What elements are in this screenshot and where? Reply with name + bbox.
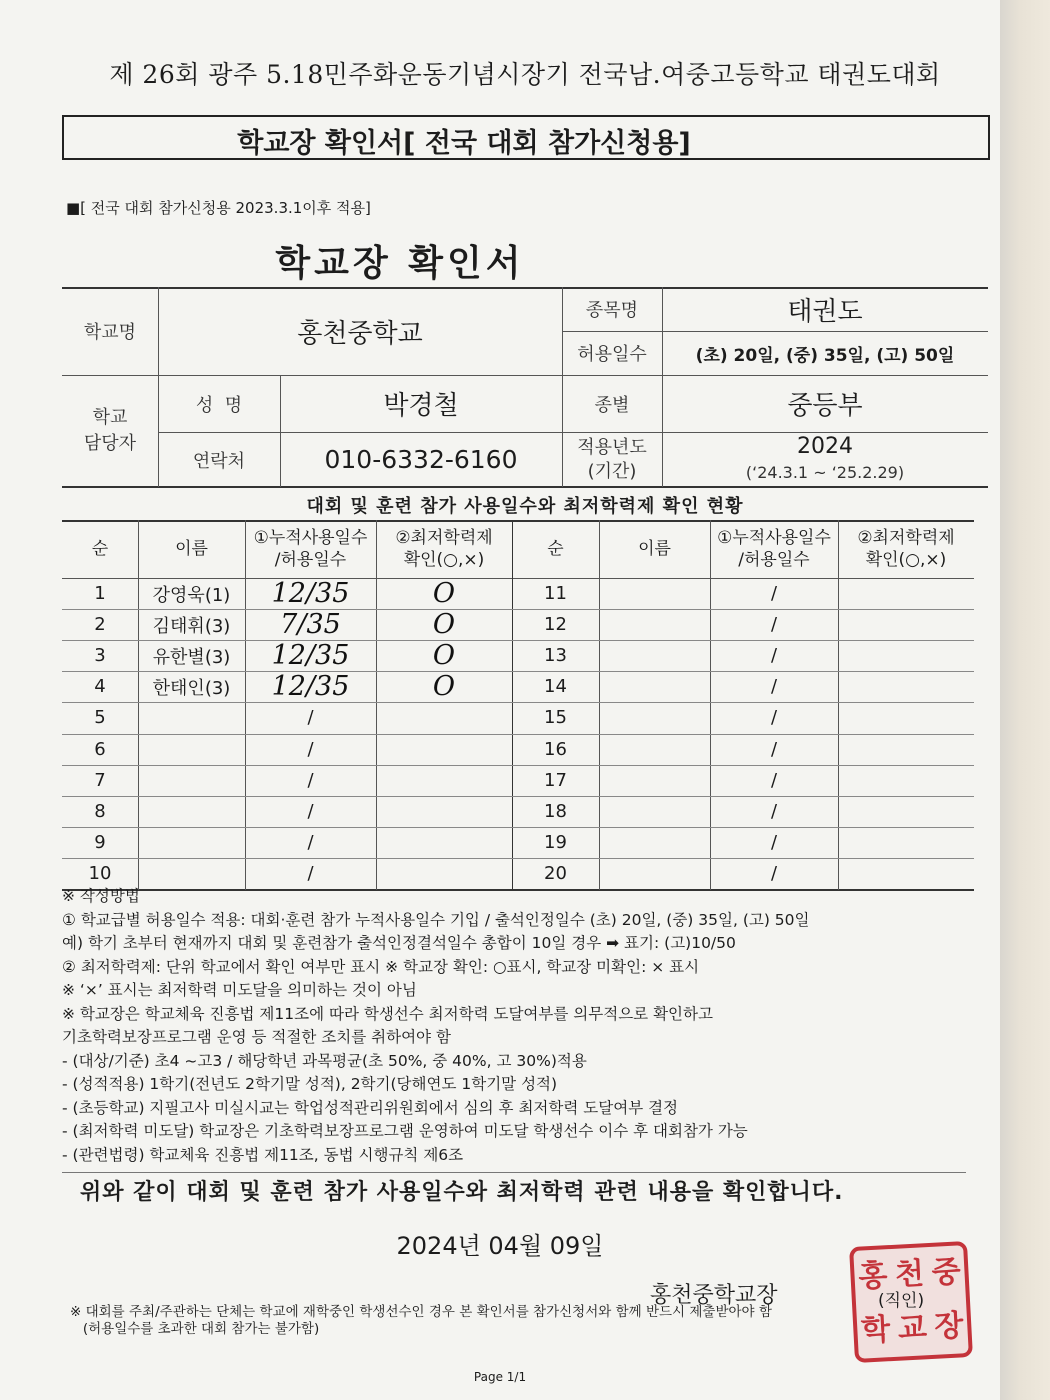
instruction-line: 기초학력보장프로그램 운영 등 적절한 조치를 취하여야 함: [62, 1028, 451, 1046]
page-number: Page 1/1: [473, 1370, 527, 1384]
student-name: [599, 765, 710, 796]
usage-days: /: [307, 707, 314, 729]
allowed-days-value: (초) 20일, (중) 35일, (고) 50일: [695, 345, 955, 366]
min-academic-check: [838, 609, 974, 640]
usage-days: /: [770, 645, 778, 667]
seal-char: 홍: [857, 1258, 889, 1295]
student-name: [138, 796, 245, 827]
instruction-line: - (대상/기준) 초4 ~고3 / 해당학년 과목평균(초 50%, 중 40%, 고 30%)적용: [62, 1051, 587, 1070]
row-number: 6: [94, 738, 106, 760]
row-number: 2: [94, 614, 106, 636]
instruction-line: - (관련법령) 학교체육 진흥법 제11조, 동법 시행규칙 제6조: [62, 1145, 464, 1164]
min-academic-check: [838, 578, 974, 609]
min-academic-check: O: [432, 671, 456, 703]
header-no-left: 순: [91, 539, 109, 559]
contact-value: 010-6332-6160: [324, 445, 518, 474]
student-name: [599, 734, 710, 765]
usage-days: /: [307, 800, 314, 822]
row-number: 4: [94, 676, 106, 698]
seal-char: 중: [930, 1254, 962, 1291]
min-academic-check: O: [432, 640, 456, 672]
min-academic-check: [838, 765, 974, 796]
min-academic-check: [376, 734, 512, 765]
school-label: 학교명: [83, 322, 137, 343]
min-academic-check: [838, 640, 974, 671]
footer-line: ※ 대회를 주최/주관하는 단체는 학교에 재학중인 학생선수인 경우 본 확인서를 참가신청서와 함께 반드시 제출받아야 함: [70, 1304, 772, 1320]
manager-name: 박경철: [383, 391, 459, 421]
usage-days: 12/35: [271, 671, 350, 703]
year-label: 적용년도 (기간): [577, 436, 647, 482]
header-min-right: ②최저학력제 확인(○,×): [857, 528, 955, 570]
min-academic-check: [376, 702, 512, 733]
row-number: 15: [544, 707, 567, 729]
instruction-line: ※ ‘×’ 표시는 최저학력 미도달을 의미하는 것이 아님: [62, 981, 417, 999]
row-number: 7: [94, 769, 106, 791]
row-number: 13: [544, 645, 567, 667]
principal-signature: 홍천중학교장: [650, 1283, 778, 1308]
document-date: 2024년 04월 09일: [396, 1232, 604, 1260]
footer-line: (허용일수를 초과한 대회 참가는 불가함): [70, 1321, 320, 1337]
header-name-right: 이름: [638, 539, 671, 559]
row-number: 9: [94, 831, 106, 853]
sport-value: 태권도: [787, 296, 863, 327]
student-name: [599, 702, 710, 733]
student-name: 유한별(3): [152, 646, 231, 668]
min-academic-check: [376, 796, 512, 827]
row-number: 20: [544, 862, 567, 884]
min-academic-check: [376, 827, 512, 858]
usage-days: /: [770, 769, 778, 791]
header-days-right: ①누적사용일수 /허용일수: [717, 528, 831, 570]
student-name: [138, 702, 245, 733]
row-number: 8: [94, 800, 106, 822]
student-name: 한태인(3): [152, 677, 231, 699]
manager-label: 학교 담당자: [83, 407, 137, 454]
usage-days: /: [307, 769, 314, 791]
main-title: 학교장 확인서: [275, 243, 525, 284]
instructions: [62, 885, 982, 1167]
instruction-line: ② 최저학력제: 단위 학교에서 확인 여부만 표시 ※ 학교장 확인: ○표시, 학교장 미확인: × 표시: [62, 957, 700, 976]
usage-days: /: [770, 583, 778, 605]
usage-days: /: [770, 614, 778, 636]
sport-label: 종목명: [585, 300, 639, 321]
usage-days: /: [770, 800, 778, 822]
row-number: 16: [544, 738, 567, 760]
header-no-right: 순: [547, 539, 564, 559]
usage-days: 12/35: [271, 578, 350, 610]
header-min-left: ②최저학력제 확인(○,×): [395, 528, 493, 570]
student-name: [138, 765, 245, 796]
instruction-line: - (최저학력 미도달) 학교장은 기초학력보장프로그램 운영하여 미도달 학생선수 이수 후 대회참가 가능: [62, 1122, 748, 1140]
min-academic-check: [376, 765, 512, 796]
usage-days: /: [770, 862, 778, 884]
section-title: 대회 및 훈련 참가 사용일수와 최저학력제 확인 현황: [306, 496, 744, 517]
student-name: [599, 578, 710, 609]
period-value: (‘24.3.1 ~ ‘25.2.29): [745, 463, 905, 482]
usage-days: 12/35: [271, 640, 350, 672]
seal-char: 교: [896, 1310, 928, 1347]
event-title: 제 26회 광주 5.18민주화운동기념시장기 전국남.여중고등학교 태권도대회: [109, 60, 941, 89]
instruction-line: - (초등학교) 지필고사 미실시교는 학업성적관리위원회에서 심의 후 최저학력 도달여부 결정: [62, 1098, 679, 1117]
usage-days: /: [770, 707, 778, 729]
student-name: [599, 640, 710, 671]
instruction-line: 예) 학기 초부터 현재까지 대회 및 훈련참가 출석인정결석일수 총합이 10일 경우 ➡ 표기: (고)10/50: [62, 934, 736, 952]
student-name: 김태휘(3): [152, 615, 231, 637]
student-name: 강영욱(1): [152, 584, 231, 606]
row-number: 14: [544, 676, 567, 698]
usage-table: [62, 520, 974, 890]
allowed-days-label: 허용일수: [577, 344, 647, 365]
info-table: [62, 287, 988, 487]
divider: [62, 1172, 966, 1173]
school-value: 홍천중학교: [297, 318, 423, 349]
row-number: 10: [88, 862, 112, 884]
row-number: 18: [544, 800, 567, 822]
usage-days: /: [307, 862, 314, 884]
student-name: [599, 827, 710, 858]
usage-days: /: [307, 831, 314, 853]
row-number: 19: [544, 831, 567, 853]
row-number: 11: [544, 583, 567, 605]
division-label: 종별: [594, 394, 630, 416]
instruction-line: ※ 작성방법: [62, 887, 140, 905]
min-academic-check: [838, 796, 974, 827]
row-number: 1: [94, 583, 106, 605]
year-value: 2024: [797, 434, 853, 459]
usage-days: /: [770, 676, 778, 698]
usage-days: /: [307, 738, 314, 760]
top-note: ■[ 전국 대회 참가신청용 2023.3.1이후 적용]: [66, 199, 371, 217]
seal-mark-label: (직인): [878, 1291, 925, 1311]
row-number: 5: [94, 707, 106, 729]
student-name: [599, 671, 710, 702]
division-value: 중등부: [787, 391, 863, 421]
instruction-line: ※ 학교장은 학교체육 진흥법 제11조에 따라 학생선수 최저학력 도달여부를 의무적으로 확인하고: [62, 1004, 713, 1023]
min-academic-check: [838, 671, 974, 702]
usage-days: /: [770, 738, 778, 760]
seal-char: 학: [860, 1312, 892, 1349]
header-box: [62, 115, 990, 160]
row-number: 12: [544, 614, 567, 636]
min-academic-check: O: [432, 609, 456, 641]
header-days-left: ①누적사용일수 /허용일수: [253, 528, 368, 570]
header-name-left: 이름: [175, 539, 208, 559]
contact-label: 연락처: [192, 450, 246, 472]
header-title: 학교장 확인서[ 전국 대회 참가신청용]: [237, 128, 691, 159]
min-academic-check: [838, 734, 974, 765]
student-name: [138, 734, 245, 765]
seal-char: 천: [894, 1256, 925, 1293]
usage-days: /: [770, 831, 778, 853]
instruction-line: ① 학교급별 허용일수 적용: 대회·훈련 참가 누적사용일수 기입 / 출석인정일수 (초) 20일, (중) 35일, (고) 50일: [62, 910, 810, 929]
usage-days: 7/35: [280, 609, 341, 641]
name-label: 성 명: [195, 394, 243, 416]
student-name: [138, 827, 245, 858]
row-number: 17: [544, 769, 567, 791]
footer-note: [70, 1304, 970, 1338]
row-number: 3: [94, 645, 106, 667]
instruction-line: - (성적적용) 1학기(전년도 2학기말 성적), 2학기(당해연도 1학기말 성적): [62, 1075, 558, 1093]
desk-background: [1000, 0, 1050, 1400]
student-name: [599, 796, 710, 827]
min-academic-check: [838, 827, 974, 858]
student-name: [599, 609, 710, 640]
confirmation-statement: 위와 같이 대회 및 훈련 참가 사용일수와 최저학력 관련 내용을 확인합니다.: [80, 1180, 844, 1205]
min-academic-check: [838, 702, 974, 733]
seal-char: 장: [933, 1308, 965, 1345]
min-academic-check: O: [432, 578, 456, 610]
